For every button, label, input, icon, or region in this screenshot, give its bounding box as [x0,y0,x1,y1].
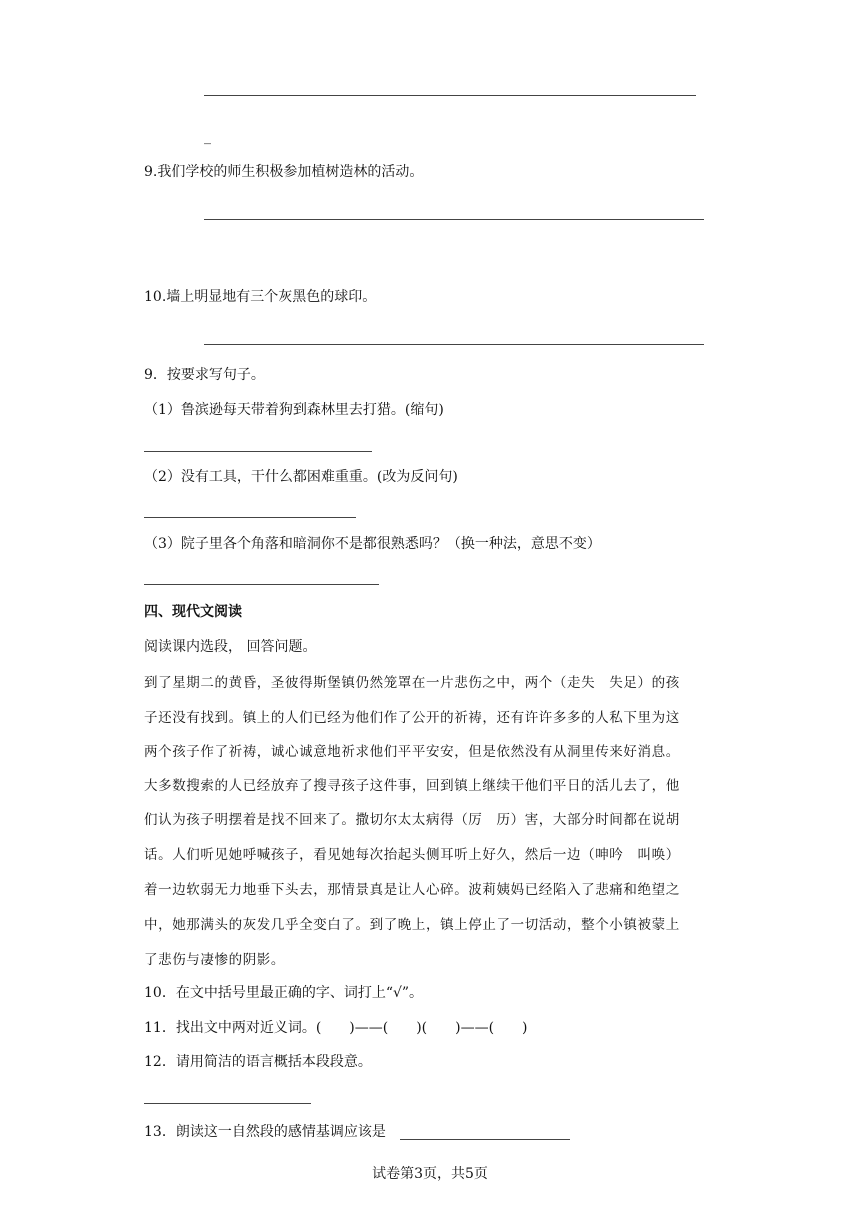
question-11: 11．找出文中两对近义词。( )——( )( )——( ) [144,1020,528,1036]
answer-line-9-3[interactable] [144,584,379,585]
question-9-2: （2）没有工具，干什么都困难重重。(改为反问句) [144,469,458,485]
passage-line: 两个孩子作了祈祷，诚心诚意地祈求他们平平安安，但是依然没有从洞里传来好消息。 [144,744,680,760]
passage-line: 到了星期二的黄昏，圣彼得斯堡镇仍然笼罩在一片悲伤之中，两个（走失 失足）的孩 [144,675,680,691]
question-item-10: 10.墙上明显地有三个灰黑色的球印。 [144,289,377,305]
question-item-9: 9.我们学校的师生积极参加植树造林的活动。 [144,164,424,180]
reading-instruction: 阅读课内选段， 回答问题。 [144,639,317,655]
answer-line-12[interactable] [144,1103,311,1104]
passage-line: 话。人们听见她呼喊孩子，看见她每次抬起头侧耳听上好久，然后一边（呻吟 叫唤） [144,847,680,863]
question-13: 13．朗读这一自然段的感情基调应该是 [144,1124,386,1140]
answer-line-9-1[interactable] [144,451,372,452]
answer-line-9-2[interactable] [144,517,356,518]
section-title: 四、现代文阅读 [144,604,242,620]
answer-line-q8-overflow: _ [204,129,211,145]
passage-line: 们认为孩子明摆着是找不回来了。撒切尔太太病得（厉 历）害，大部分时间都在说胡 [144,812,680,828]
passage-line: 了悲伤与凄惨的阴影。 [144,952,285,968]
passage-line: 子还没有找到。镇上的人们已经为他们作了公开的祈祷，还有许许多多的人私下里为这 [144,710,680,726]
passage-line: 大多数搜索的人已经放弃了搜寻孩子这件事，回到镇上继续干他们平日的活儿去了，他 [144,778,680,794]
question-9-3: （3）院子里各个角落和暗洞你不是都很熟悉吗？（换一种法，意思不变） [144,536,601,552]
answer-line-q8[interactable] [204,95,696,96]
answer-line-item-9[interactable] [204,219,704,220]
passage-line: 着一边软弱无力地垂下头去，那情景真是让人心碎。波莉姨妈已经陷入了悲痛和绝望之 [144,882,680,898]
answer-line-13[interactable] [400,1139,570,1140]
passage-line: 中，她那满头的灰发几乎全变白了。到了晚上，镇上停止了一切活动，整个小镇被蒙上 [144,917,680,933]
answer-line-item-10[interactable] [204,344,704,345]
question-9-1: （1）鲁滨逊每天带着狗到森林里去打猎。(缩句) [144,402,444,418]
question-9-heading: 9．按要求写句子。 [144,367,265,383]
page-footer: 试卷第3页，共5页 [372,1166,488,1182]
question-12: 12．请用简洁的语言概括本段段意。 [144,1054,372,1070]
question-10: 10．在文中括号里最正确的字、词打上“√”。 [144,985,424,1001]
